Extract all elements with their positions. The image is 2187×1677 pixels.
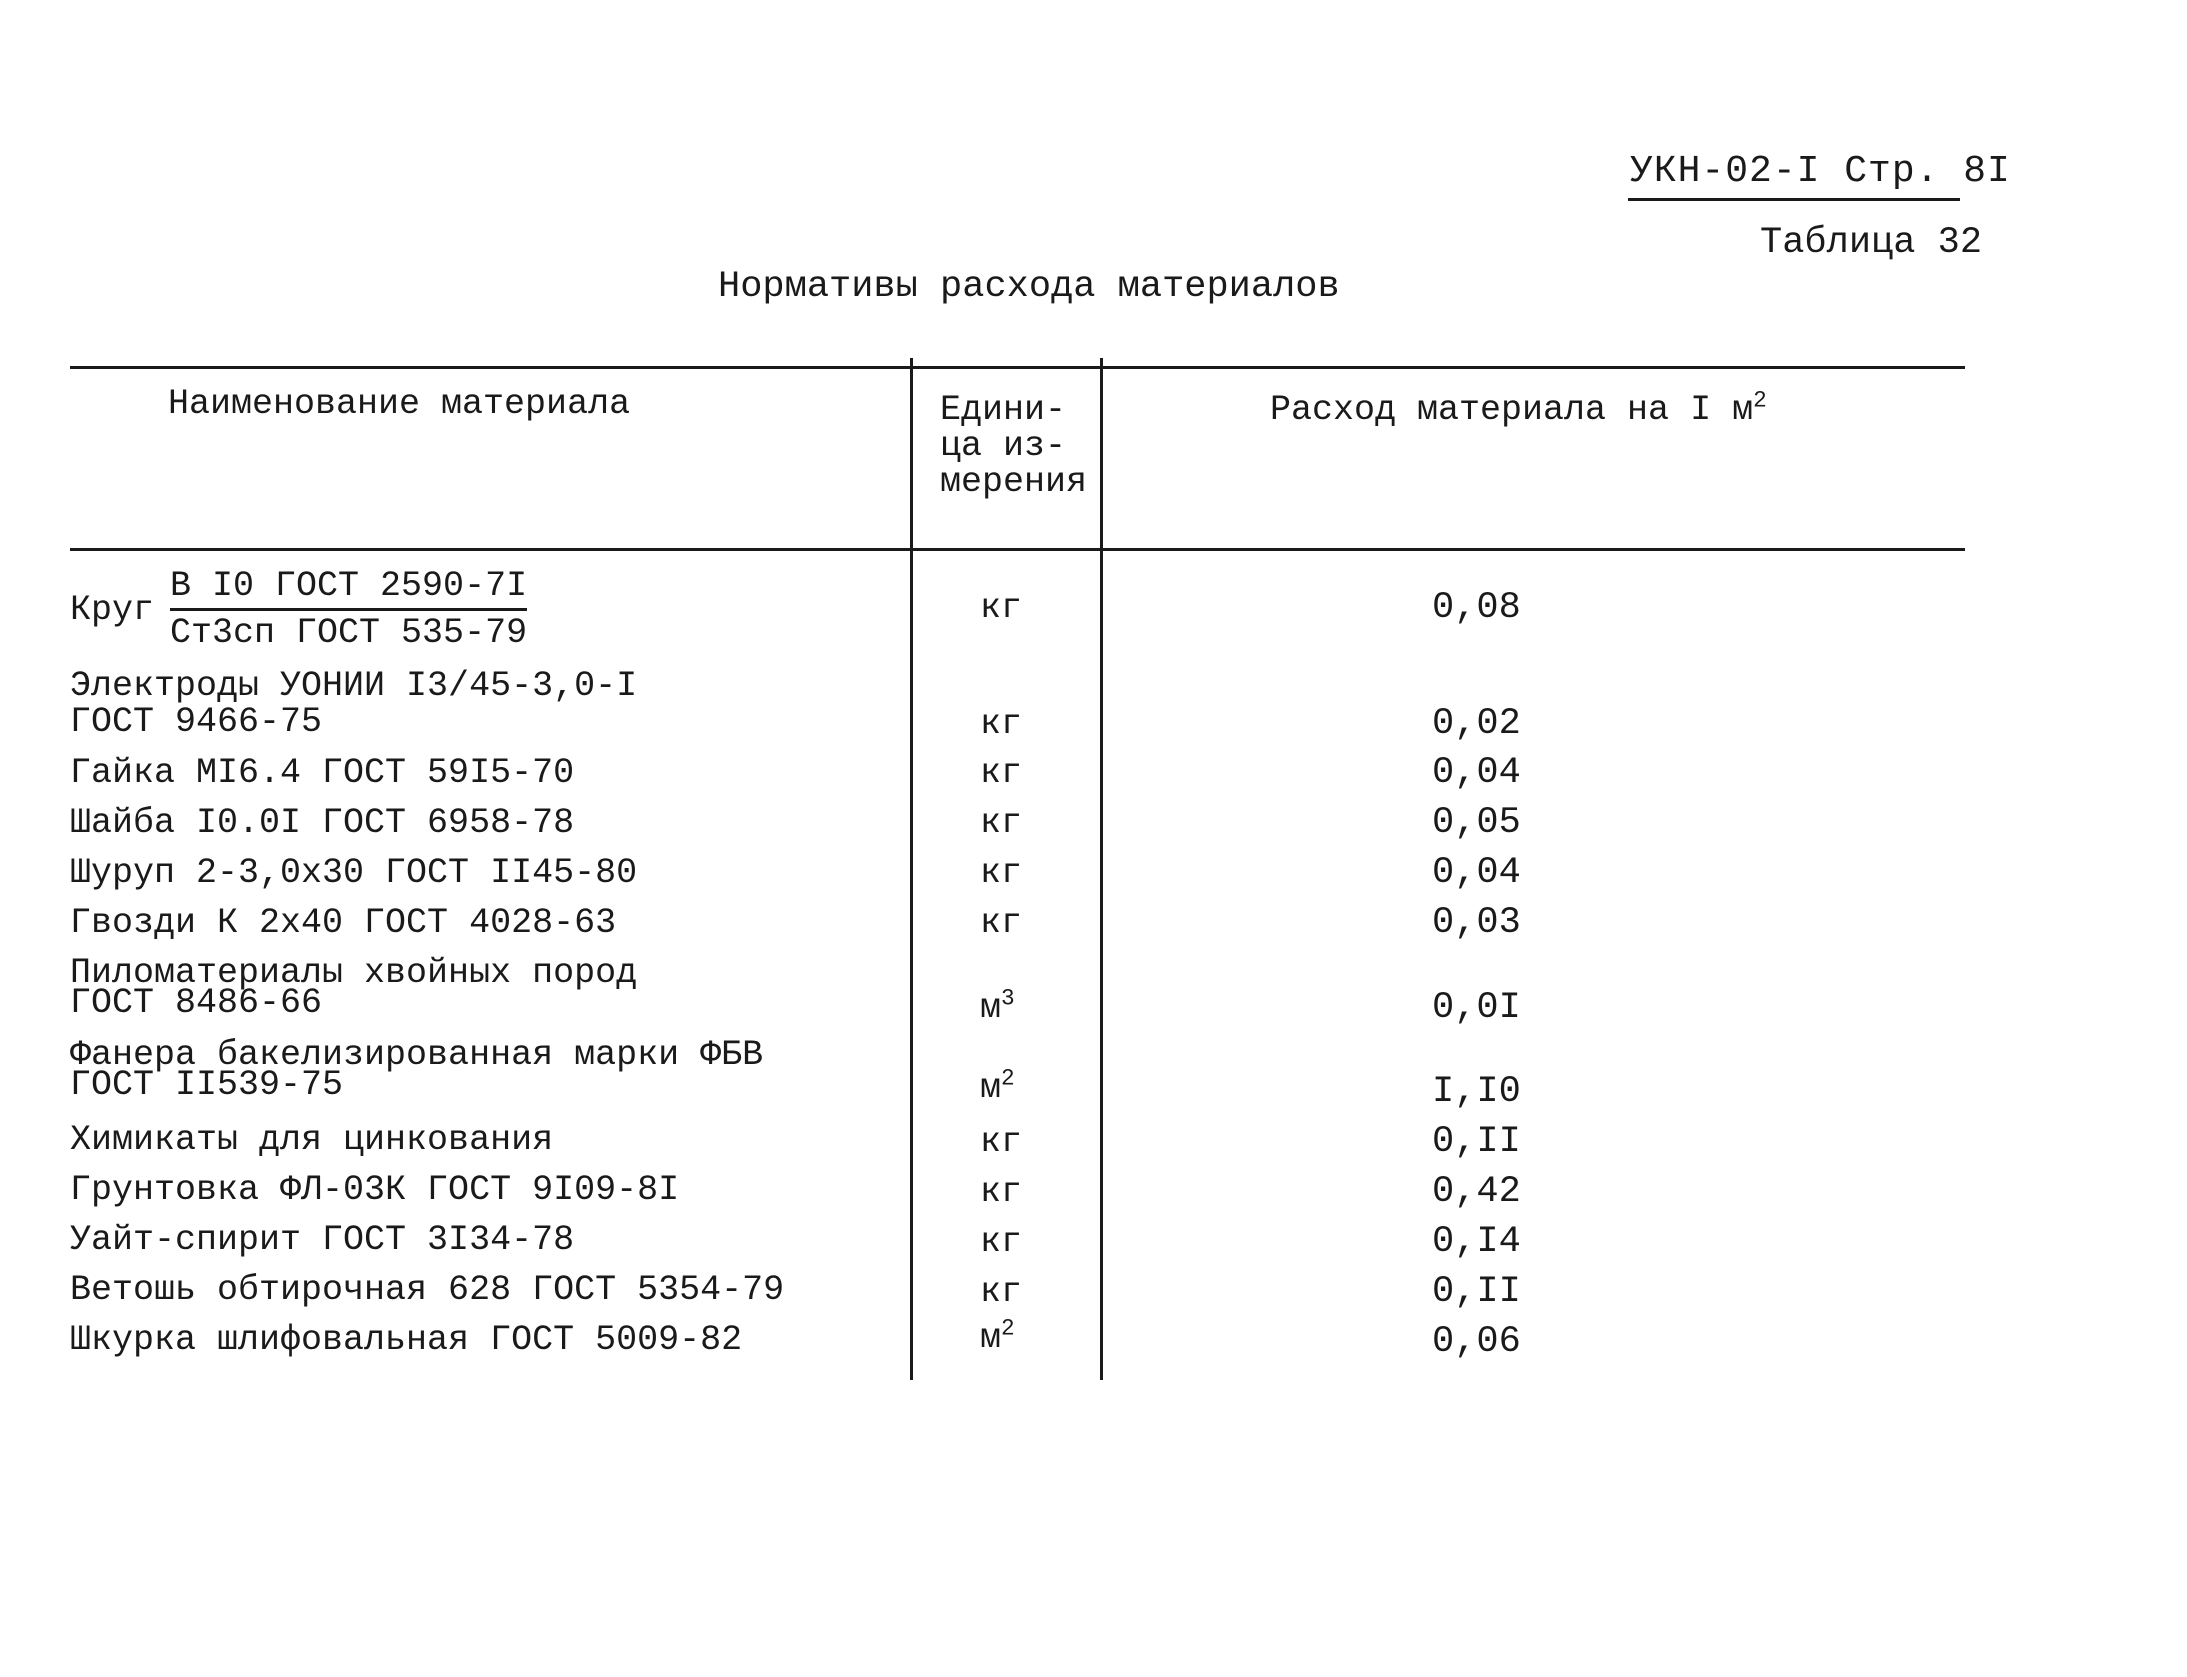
table-row-name — [70, 568, 527, 651]
table-row-value: 0,06 — [1432, 1321, 1521, 1363]
table-row-unit — [980, 1065, 1015, 1108]
column-header-rate-text: Расход материала на I м — [1270, 390, 1754, 430]
table-row-unit — [980, 1315, 1015, 1358]
table-row-value: 0,02 — [1432, 703, 1521, 745]
table-row-unit — [980, 755, 1022, 791]
column-header-name: Наименование материала — [168, 384, 631, 424]
unit-text: м — [980, 988, 1002, 1028]
column-header-unit-line: Едини- — [940, 390, 1067, 430]
table-row-value: 0,04 — [1432, 752, 1521, 794]
document-code: УКН-02-I Стр. 8I — [1630, 150, 2011, 193]
table-row-name: Уайт-спирит ГОСТ 3I34-78 — [70, 1220, 575, 1260]
column-divider-2 — [1100, 358, 1103, 1380]
table-number: Таблица 32 — [1760, 222, 1983, 264]
table-row-unit — [980, 1224, 1022, 1260]
table-row-value: 0,0I — [1432, 987, 1521, 1029]
row-name-fraction — [170, 568, 527, 651]
table-row-name: Шуруп 2-3,0х30 ГОСТ II45-80 — [70, 853, 638, 893]
table-row-name: Гайка МI6.4 ГОСТ 59I5-70 — [70, 753, 575, 793]
row-name-line: ГОСТ 9466-75 — [70, 702, 323, 742]
fraction-denominator: Ст3сп ГОСТ 535-79 — [170, 613, 528, 653]
header-bottom-rule — [70, 548, 1965, 551]
row-name-line: ГОСТ II539-75 — [70, 1065, 344, 1105]
table-row-value: 0,08 — [1432, 587, 1521, 629]
unit-text: кг — [980, 903, 1023, 943]
unit-text: кг — [980, 1172, 1023, 1212]
table-row-value: 0,03 — [1432, 902, 1521, 944]
unit-sup: 2 — [1001, 1315, 1015, 1342]
table-row-name: Грунтовка ФЛ-03К ГОСТ 9I09-8I — [70, 1170, 680, 1210]
table-row-unit — [980, 805, 1022, 841]
row-name-line: ГОСТ 8486-66 — [70, 983, 323, 1023]
table-top-rule — [70, 366, 1965, 369]
table-row-unit — [980, 706, 1022, 742]
table-row-name: Шкурка шлифовальная ГОСТ 5009-82 — [70, 1320, 743, 1360]
column-header-rate-sup: 2 — [1753, 387, 1767, 414]
table-row-name — [70, 1035, 764, 1105]
column-header-unit-line: ца из- — [940, 426, 1067, 466]
unit-text: м — [980, 1068, 1002, 1108]
column-header-unit — [940, 392, 1090, 500]
row-name-prefix: Круг — [70, 589, 155, 630]
table-row-unit — [980, 985, 1015, 1028]
table-row-name — [70, 953, 638, 1023]
unit-sup: 2 — [1001, 1065, 1015, 1092]
table-row-value: 0,05 — [1432, 802, 1521, 844]
table-row-value: 0,II — [1432, 1271, 1521, 1313]
row-name-line: Пиломатериалы хвойных пород — [70, 953, 638, 993]
fraction-numerator: В I0 ГОСТ 2590-7I — [170, 568, 527, 611]
table-row-name — [70, 668, 637, 740]
header-underline — [1628, 198, 1960, 201]
table-row-value: 0,04 — [1432, 852, 1521, 894]
unit-text: м — [980, 1318, 1002, 1358]
table-row-unit — [980, 855, 1022, 891]
unit-text: кг — [980, 1122, 1023, 1162]
table-row-name: Гвозди К 2х40 ГОСТ 4028-63 — [70, 903, 617, 943]
table-row-name: Ветошь обтирочная 628 ГОСТ 5354-79 — [70, 1270, 785, 1310]
unit-sup: 3 — [1001, 985, 1015, 1012]
row-name-line: Электроды УОНИИ I3/45-3,0-I — [70, 666, 638, 706]
column-header-rate — [1270, 387, 1767, 430]
unit-text: кг — [980, 803, 1023, 843]
table-row-value: 0,42 — [1432, 1171, 1521, 1213]
column-header-unit-line: мерения — [940, 462, 1088, 502]
table-row-unit — [980, 905, 1022, 941]
table-row-name: Шайба I0.0I ГОСТ 6958-78 — [70, 803, 575, 843]
table-row-unit — [980, 1174, 1022, 1210]
unit-text: кг — [980, 1222, 1023, 1262]
unit-text: кг — [980, 588, 1023, 628]
unit-text: кг — [980, 1272, 1023, 1312]
table-row-name: Химикаты для цинкования — [70, 1120, 554, 1160]
unit-text: кг — [980, 704, 1023, 744]
table-row-value: 0,II — [1432, 1121, 1521, 1163]
table-row-unit — [980, 1274, 1022, 1310]
table-row-value: 0,I4 — [1432, 1221, 1521, 1263]
column-divider-1 — [910, 358, 913, 1380]
table-row-value: I,I0 — [1432, 1071, 1521, 1113]
unit-text: кг — [980, 753, 1023, 793]
table-row-unit — [980, 1124, 1022, 1160]
row-name-line: Фанера бакелизированная марки ФБВ — [70, 1035, 764, 1075]
page-title: Нормативы расхода материалов — [718, 266, 1340, 308]
unit-text: кг — [980, 853, 1023, 893]
table-row-unit — [980, 590, 1022, 626]
